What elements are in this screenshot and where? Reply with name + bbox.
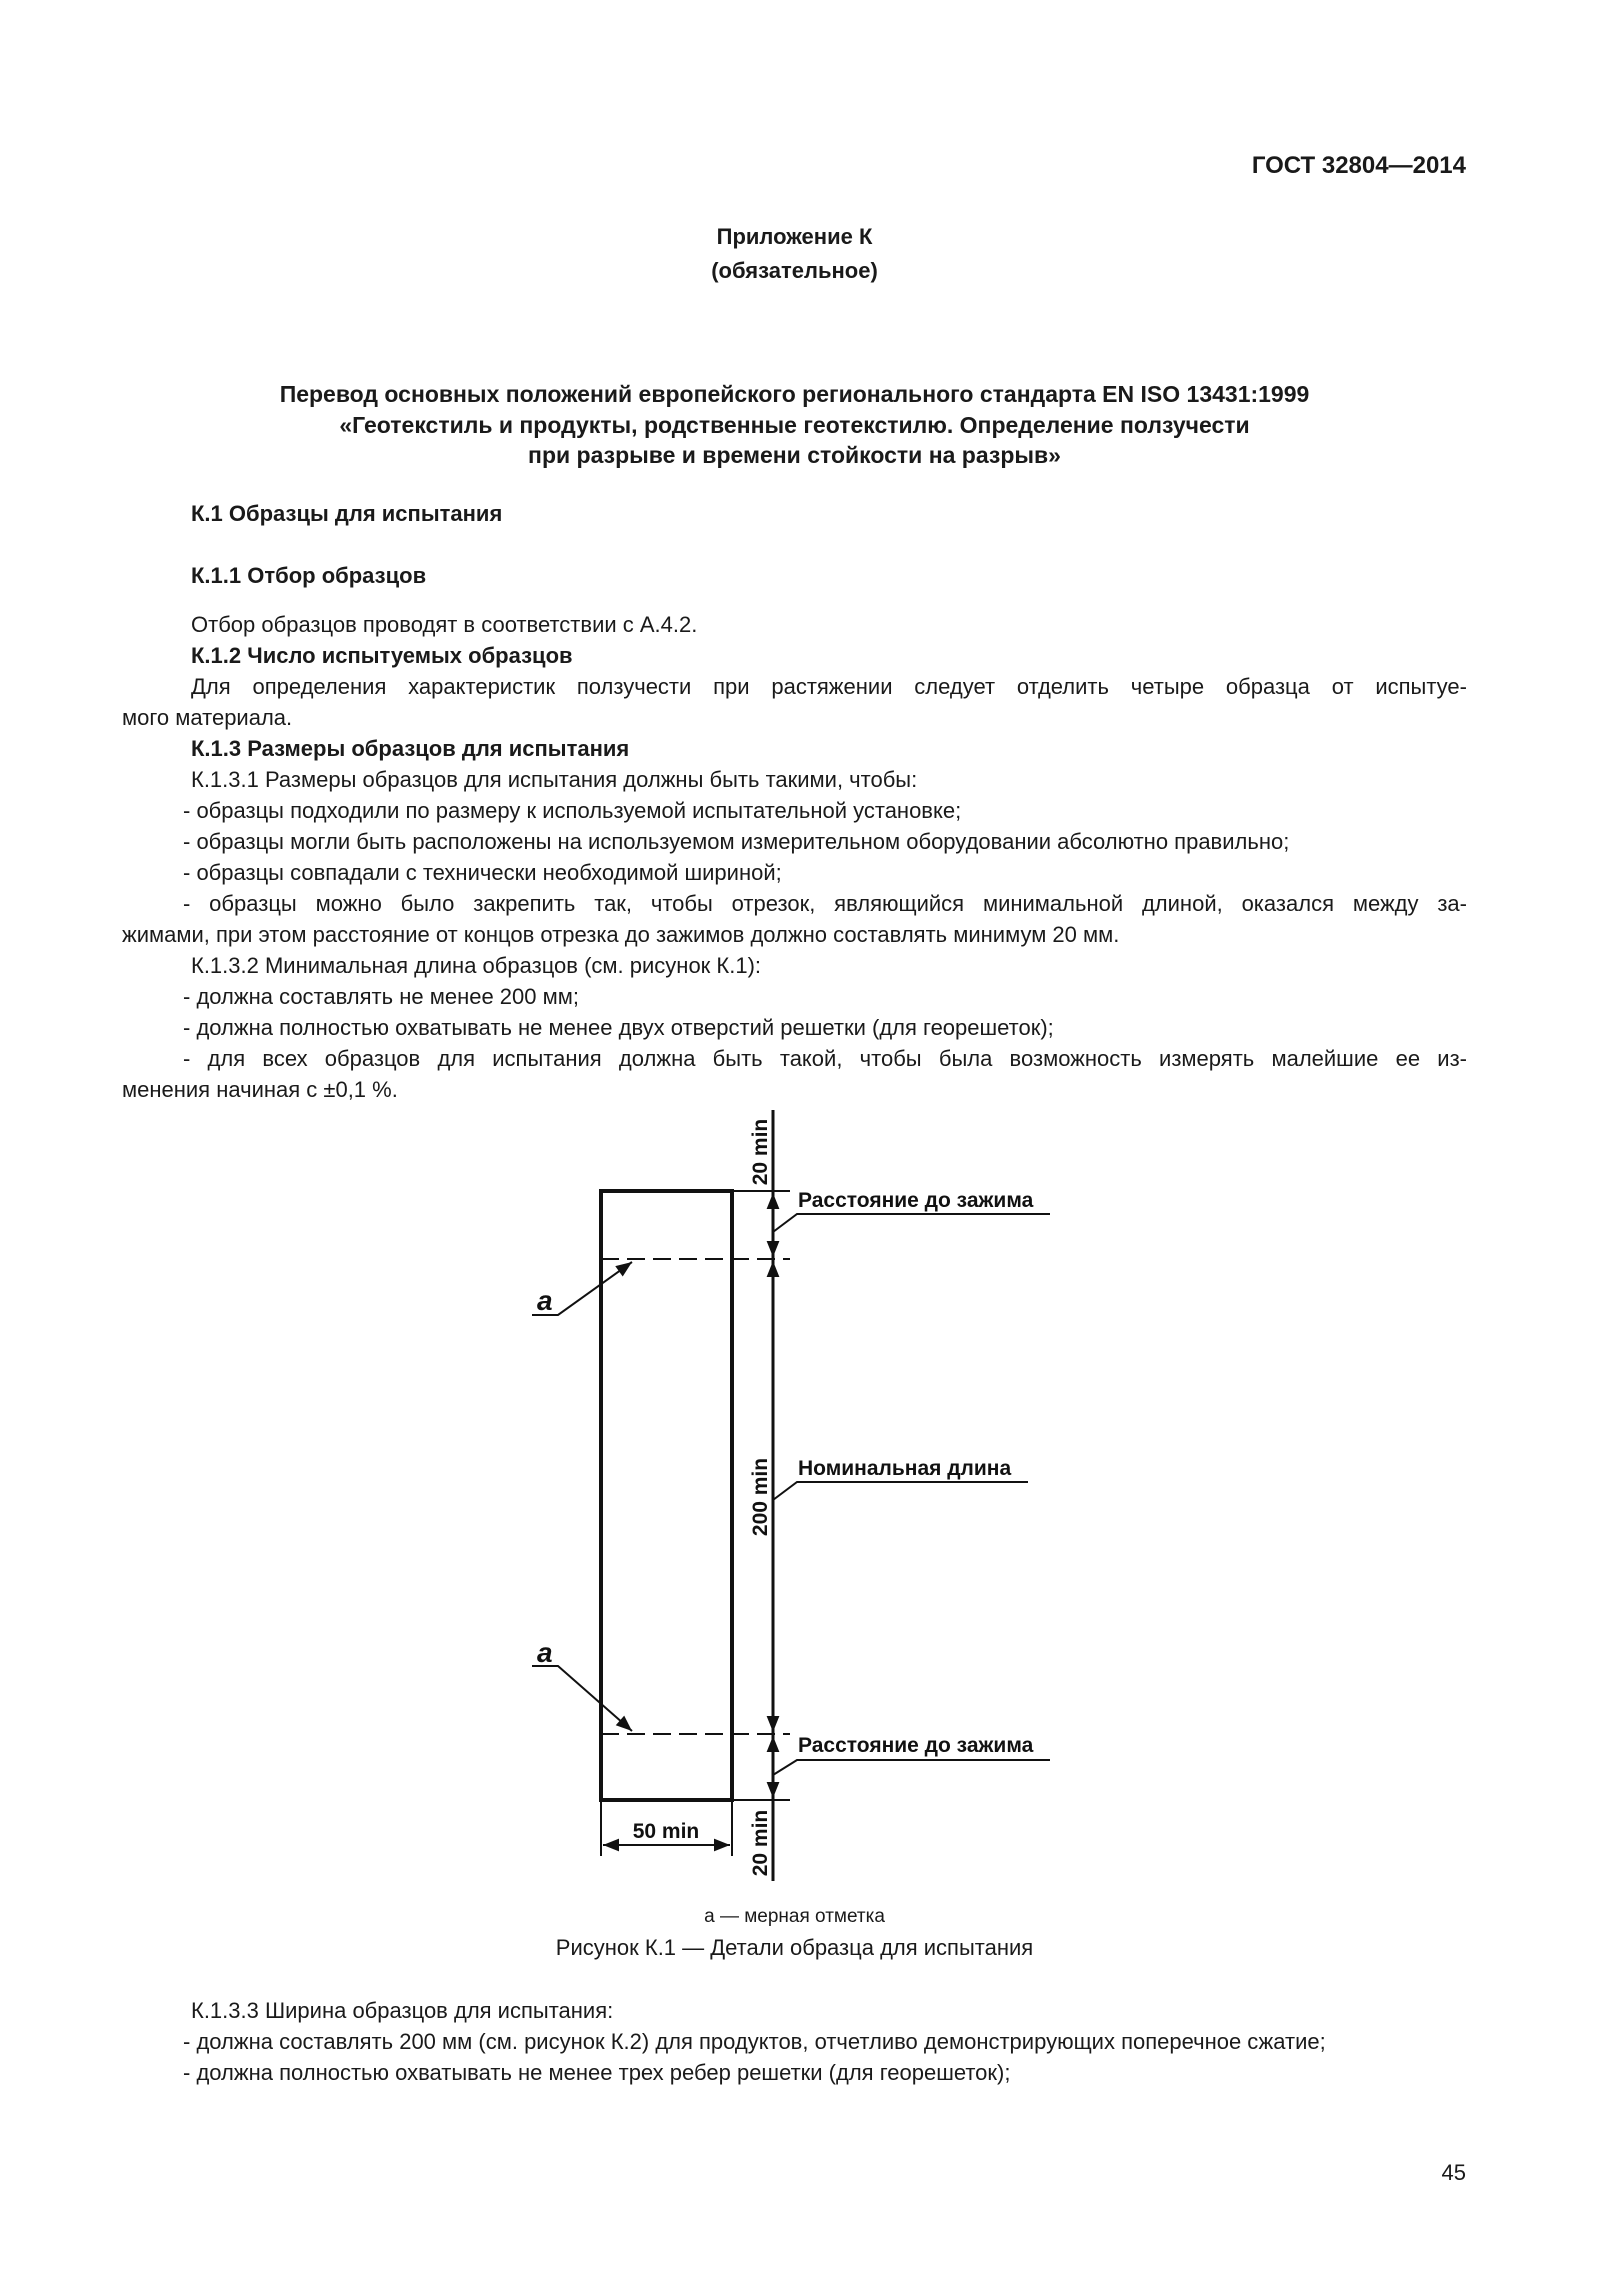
- paragraph: Для определения характеристик ползучести при растяжении следует отделить четыре образца от испытуе-: [191, 674, 1467, 699]
- paragraph: К.1.3.3 Ширина образцов для испытания:: [191, 1998, 614, 2023]
- section-k13-heading: К.1.3 Размеры образцов для испытания: [191, 736, 630, 761]
- leader-nominal: [773, 1482, 1028, 1500]
- section-k11-heading: К.1.1 Отбор образцов: [191, 563, 427, 588]
- dim-label-bottom: 20 min: [749, 1809, 772, 1877]
- heading-line: «Геотекстиль и продукты, родственные геотекстилю. Определение ползучести: [339, 411, 1250, 438]
- paragraph: К.1.3.2 Минимальная длина образцов (см. рисунок К.1):: [191, 953, 762, 978]
- dim-label-nominal: 200 min: [749, 1457, 772, 1537]
- gauge-mark-label-bottom: a: [537, 1637, 553, 1668]
- list-item: - образцы могли быть расположены на используемом измерительном оборудовании абсолютно правильно;: [183, 829, 1290, 854]
- appendix-title: Приложение К: [716, 224, 873, 249]
- list-item: - образцы можно было закрепить так, чтобы отрезок, являющийся минимальной длиной, оказался между за-: [183, 891, 1467, 916]
- dim-label-width: 50 min: [632, 1820, 700, 1843]
- list-item-continuation: жимами, при этом расстояние от концов отрезка до зажимов должно составлять минимум 20 мм.: [122, 922, 1120, 947]
- figure-caption: Рисунок К.1 — Детали образца для испытания: [555, 1935, 1034, 1960]
- paragraph: мого материала.: [122, 705, 293, 730]
- list-item: - должна составлять 200 мм (см. рисунок К.2) для продуктов, отчетливо демонстрирующих поперечное сжатие;: [183, 2029, 1326, 2054]
- body-text-continued: [122, 1995, 1467, 2088]
- figure-legend: a — мерная отметка: [704, 1906, 885, 1927]
- label-clamp-distance-top: Расстояние до зажима: [798, 1189, 1034, 1212]
- section-k12-heading: К.1.2 Число испытуемых образцов: [191, 643, 573, 668]
- document-id: ГОСТ 32804—2014: [1251, 152, 1466, 179]
- list-item: - для всех образцов для испытания должна быть такой, чтобы была возможность измерять малейшие ее из-: [183, 1046, 1467, 1071]
- appendix-status: (обязательное): [711, 258, 878, 283]
- heading-line: Перевод основных положений европейского регионального стандарта EN ISO 13431:1999: [279, 381, 1310, 407]
- leader-mark-bottom: [532, 1666, 632, 1731]
- leader-clamp-top: [773, 1214, 1050, 1232]
- heading-line: при разрыве и времени стойкости на разрыв»: [528, 442, 1061, 468]
- list-item: - должна полностью охватывать не менее двух отверстий решетки (для георешеток);: [183, 1015, 1054, 1040]
- paragraph: Отбор образцов проводят в соответствии с А.4.2.: [191, 612, 698, 637]
- gauge-mark-label-top: a: [537, 1285, 553, 1316]
- list-item: - образцы совпадали с технически необходимой шириной;: [183, 860, 782, 885]
- dim-label-top: 20 min: [749, 1118, 772, 1186]
- label-clamp-distance-bottom: Расстояние до зажима: [798, 1734, 1034, 1757]
- label-nominal-length: Номинальная длина: [798, 1457, 1012, 1480]
- specimen-outline: [601, 1191, 732, 1800]
- list-item: - должна полностью охватывать не менее трех ребер решетки (для георешеток);: [183, 2060, 1011, 2085]
- list-item: - образцы подходили по размеру к используемой испытательной установке;: [183, 798, 962, 823]
- paragraph: К.1.3.1 Размеры образцов для испытания должны быть такими, чтобы:: [191, 767, 918, 792]
- section-k1-heading: К.1 Образцы для испытания: [191, 501, 503, 526]
- list-item: - должна составлять не менее 200 мм;: [183, 984, 579, 1009]
- leader-clamp-bottom: [773, 1760, 1050, 1775]
- list-item-continuation: менения начиная с ±0,1 %.: [122, 1077, 398, 1102]
- page-number: 45: [1441, 2160, 1466, 2185]
